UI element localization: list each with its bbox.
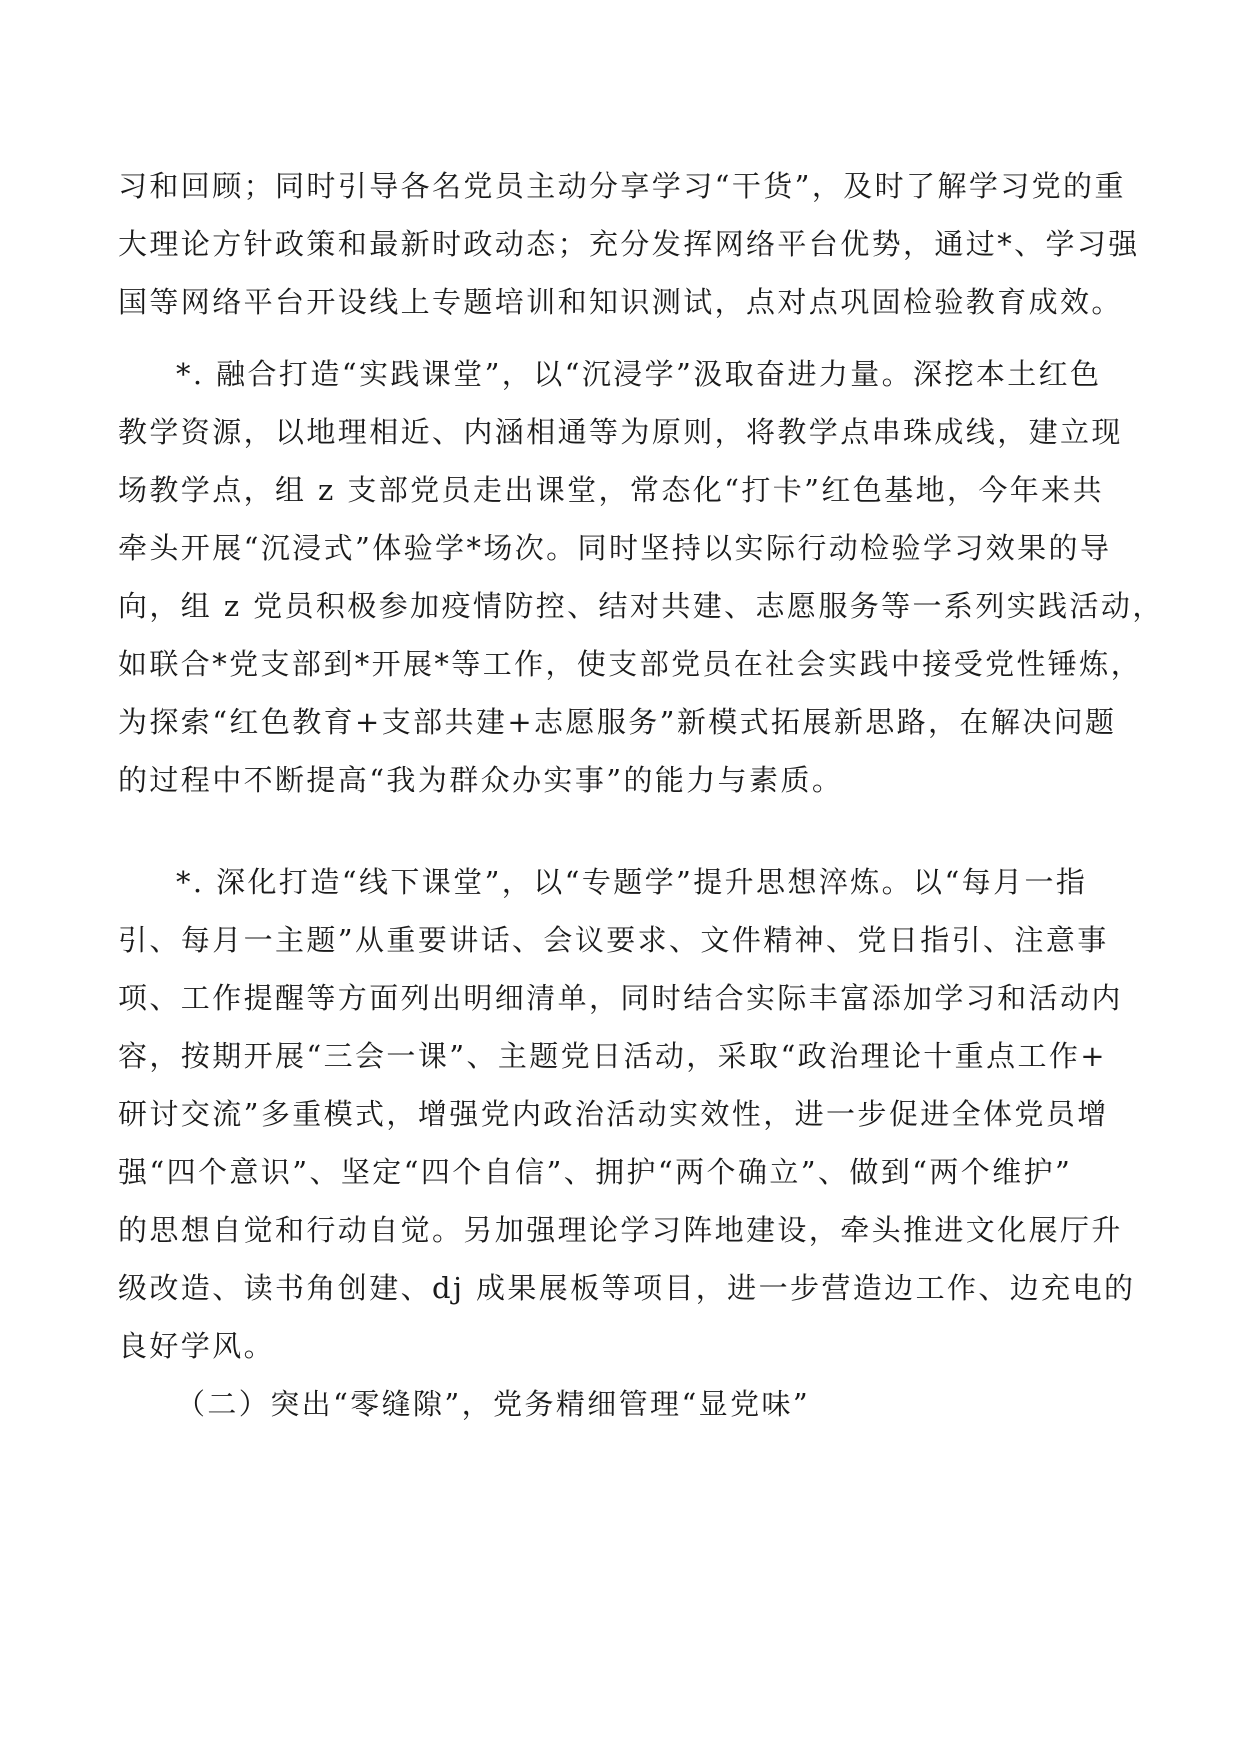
paragraph-line: 向，组 z 党员积极参加疫情防控、结对共建、志愿服务等一系列实践活动， — [118, 589, 1164, 623]
section-heading: （二）突出“零缝隙”，党务精细管理“显党味” — [176, 1387, 811, 1421]
paragraph-line: 场教学点，组 z 支部党员走出课堂，常态化“打卡”红色基地，今年来共 — [118, 473, 1104, 507]
paragraph-line: 教学资源，以地理相近、内涵相通等为原则，将教学点串珠成线，建立现 — [118, 415, 1123, 449]
paragraph-line: 大理论方针政策和最新时政动态；充分发挥网络平台优势，通过*、学习强 — [118, 227, 1140, 261]
paragraph-line: 国等网络平台开设线上专题培训和知识测试，点对点巩固检验教育成效。 — [118, 285, 1123, 319]
paragraph-line: 级改造、读书角创建、dj 成果展板等项目，进一步营造边工作、边充电的 — [118, 1271, 1136, 1305]
paragraph-line: 容，按期开展“三会一课”、主题党日活动，采取“政治理论十重点工作+ — [118, 1039, 1107, 1073]
paragraph-line: 引、每月一主题”从重要讲话、会议要求、文件精神、党日指引、注意事 — [118, 923, 1109, 957]
paragraph-line: *. 深化打造“线下课堂”，以“专题学”提升思想淬炼。以“每月一指 — [176, 865, 1088, 899]
paragraph-line: 习和回顾；同时引导各名党员主动分享学习“干货”，及时了解学习党的重 — [118, 169, 1126, 203]
paragraph-line: 的思想自觉和行动自觉。另加强理论学习阵地建设，牵头推进文化展厅升 — [118, 1213, 1123, 1247]
paragraph-line: *. 融合打造“实践课堂”，以“沉浸学”汲取奋进力量。深挖本土红色 — [176, 357, 1102, 391]
paragraph-line: 如联合*党支部到*开展*等工作，使支部党员在社会实践中接受党性锤炼， — [118, 647, 1143, 681]
paragraph-line: 研讨交流”多重模式，增强党内政治活动实效性，进一步促进全体党员增 — [118, 1097, 1109, 1131]
paragraph-line: 的过程中不断提高“我为群众办实事”的能力与素质。 — [118, 763, 844, 797]
paragraph-line: 强“四个意识”、坚定“四个自信”、拥护“两个确立”、做到“两个维护” — [118, 1155, 1073, 1189]
paragraph-line: 项、工作提醒等方面列出明细清单，同时结合实际丰富添加学习和活动内 — [118, 981, 1123, 1015]
paragraph-line: 牵头开展“沉浸式”体验学*场次。同时坚持以实际行动检验学习效果的导 — [118, 531, 1112, 565]
paragraph-line: 为探索“红色教育+支部共建+志愿服务”新模式拓展新思路，在解决问题 — [118, 705, 1117, 739]
paragraph-line: 良好学风。 — [118, 1329, 276, 1363]
